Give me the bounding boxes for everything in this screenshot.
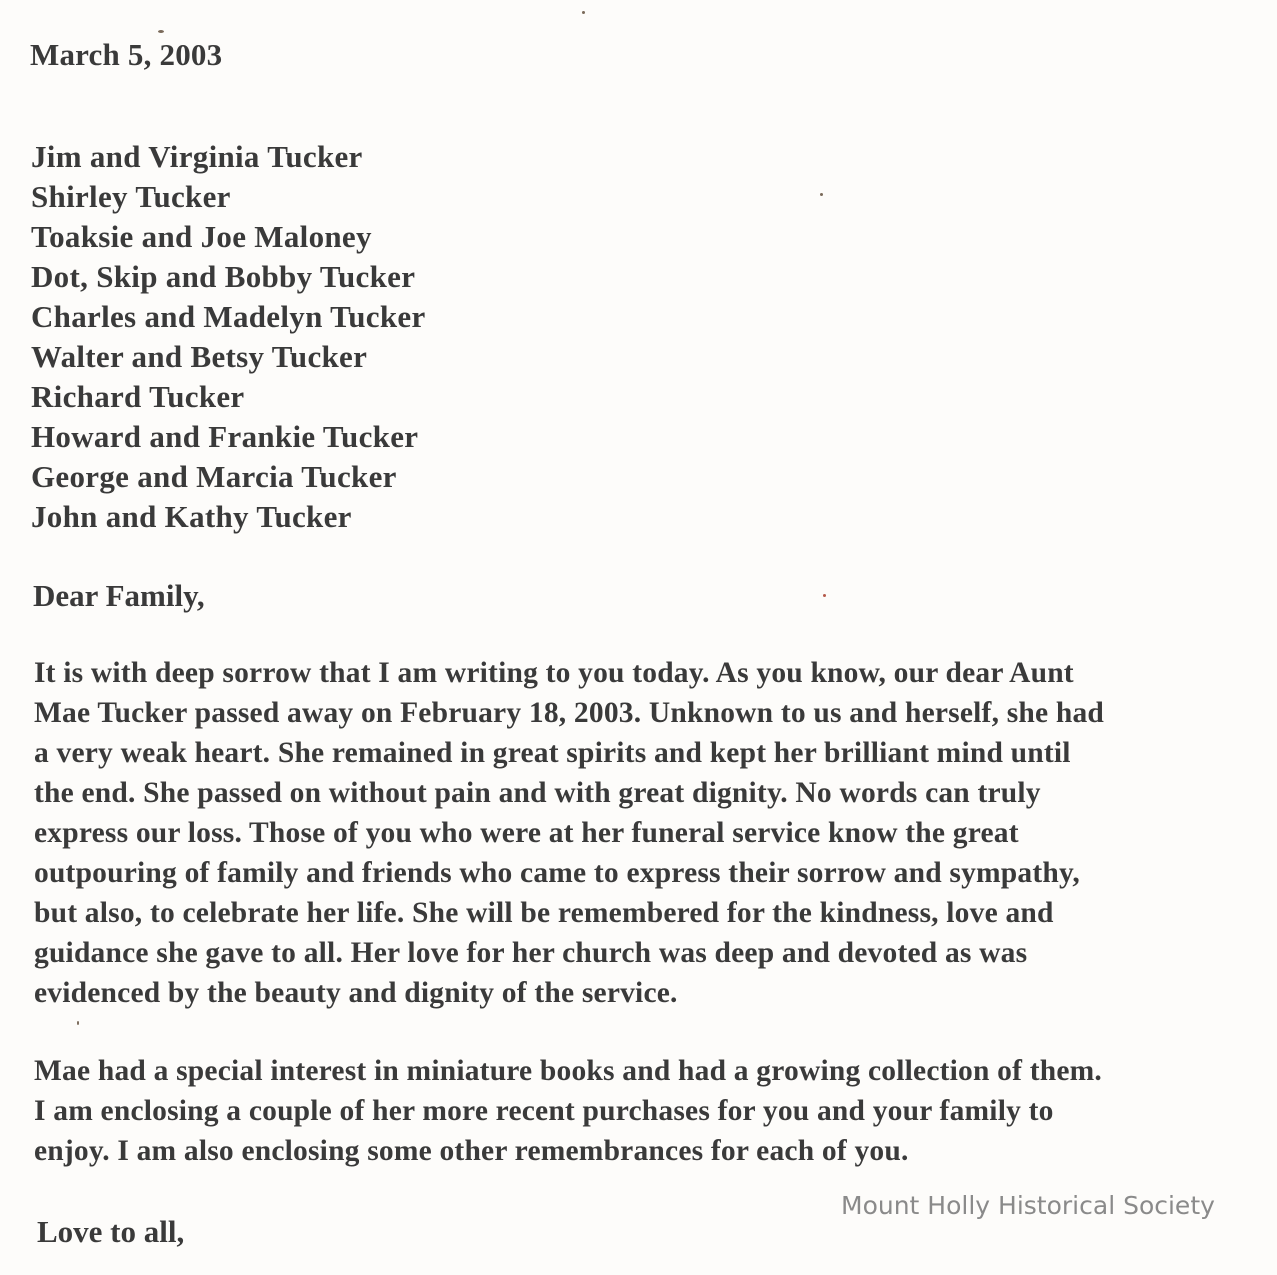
paragraph-line: a very weak heart. She remained in great spirits and kept her brilliant mind until bbox=[34, 737, 1071, 769]
body-paragraph-2 bbox=[34, 1051, 1102, 1171]
scan-speck bbox=[823, 594, 826, 597]
recipient-line: Dot, Skip and Bobby Tucker bbox=[31, 259, 416, 294]
paragraph-line: evidenced by the beauty and dignity of the service. bbox=[34, 977, 678, 1009]
paragraph-line: enjoy. I am also enclosing some other remembrances for each of you. bbox=[34, 1135, 909, 1167]
paragraph-line: It is with deep sorrow that I am writing to you today. As you know, our dear Aunt bbox=[34, 657, 1074, 689]
recipient-line: George and Marcia Tucker bbox=[31, 459, 397, 494]
scan-speck bbox=[582, 11, 585, 14]
paragraph-line: Mae Tucker passed away on February 18, 2003. Unknown to us and herself, she had bbox=[34, 697, 1105, 729]
salutation: Dear Family, bbox=[33, 578, 205, 613]
paragraph-line: outpouring of family and friends who came to express their sorrow and sympathy, bbox=[34, 857, 1080, 889]
paragraph-line: the end. She passed on without pain and with great dignity. No words can truly bbox=[34, 777, 1041, 809]
paragraph-line: I am enclosing a couple of her more recent purchases for you and your family to bbox=[34, 1095, 1054, 1127]
paragraph-line: Mae had a special interest in miniature books and had a growing collection of them. bbox=[34, 1055, 1102, 1087]
scan-speck bbox=[820, 193, 823, 196]
recipient-line: Charles and Madelyn Tucker bbox=[31, 299, 426, 334]
recipient-line: Jim and Virginia Tucker bbox=[31, 139, 363, 174]
recipient-list bbox=[31, 137, 426, 537]
letter-date: March 5, 2003 bbox=[30, 37, 223, 72]
recipient-line: Richard Tucker bbox=[31, 379, 245, 414]
recipient-line: Toaksie and Joe Maloney bbox=[31, 219, 372, 254]
paragraph-line: express our loss. Those of you who were at her funeral service know the great bbox=[34, 817, 1019, 849]
scan-speck bbox=[77, 1021, 79, 1025]
recipient-line: John and Kathy Tucker bbox=[31, 499, 352, 534]
recipient-line: Shirley Tucker bbox=[31, 179, 231, 214]
watermark: Mount Holly Historical Society bbox=[841, 1191, 1215, 1220]
scan-speck bbox=[158, 30, 164, 33]
body-paragraph-1 bbox=[34, 653, 1104, 1013]
recipient-line: Walter and Betsy Tucker bbox=[31, 339, 368, 374]
paragraph-line: guidance she gave to all. Her love for her church was deep and devoted as was bbox=[34, 937, 1028, 969]
recipient-line: Howard and Frankie Tucker bbox=[31, 419, 419, 454]
closing: Love to all, bbox=[37, 1214, 185, 1249]
paragraph-line: but also, to celebrate her life. She will be remembered for the kindness, love and bbox=[34, 897, 1054, 929]
